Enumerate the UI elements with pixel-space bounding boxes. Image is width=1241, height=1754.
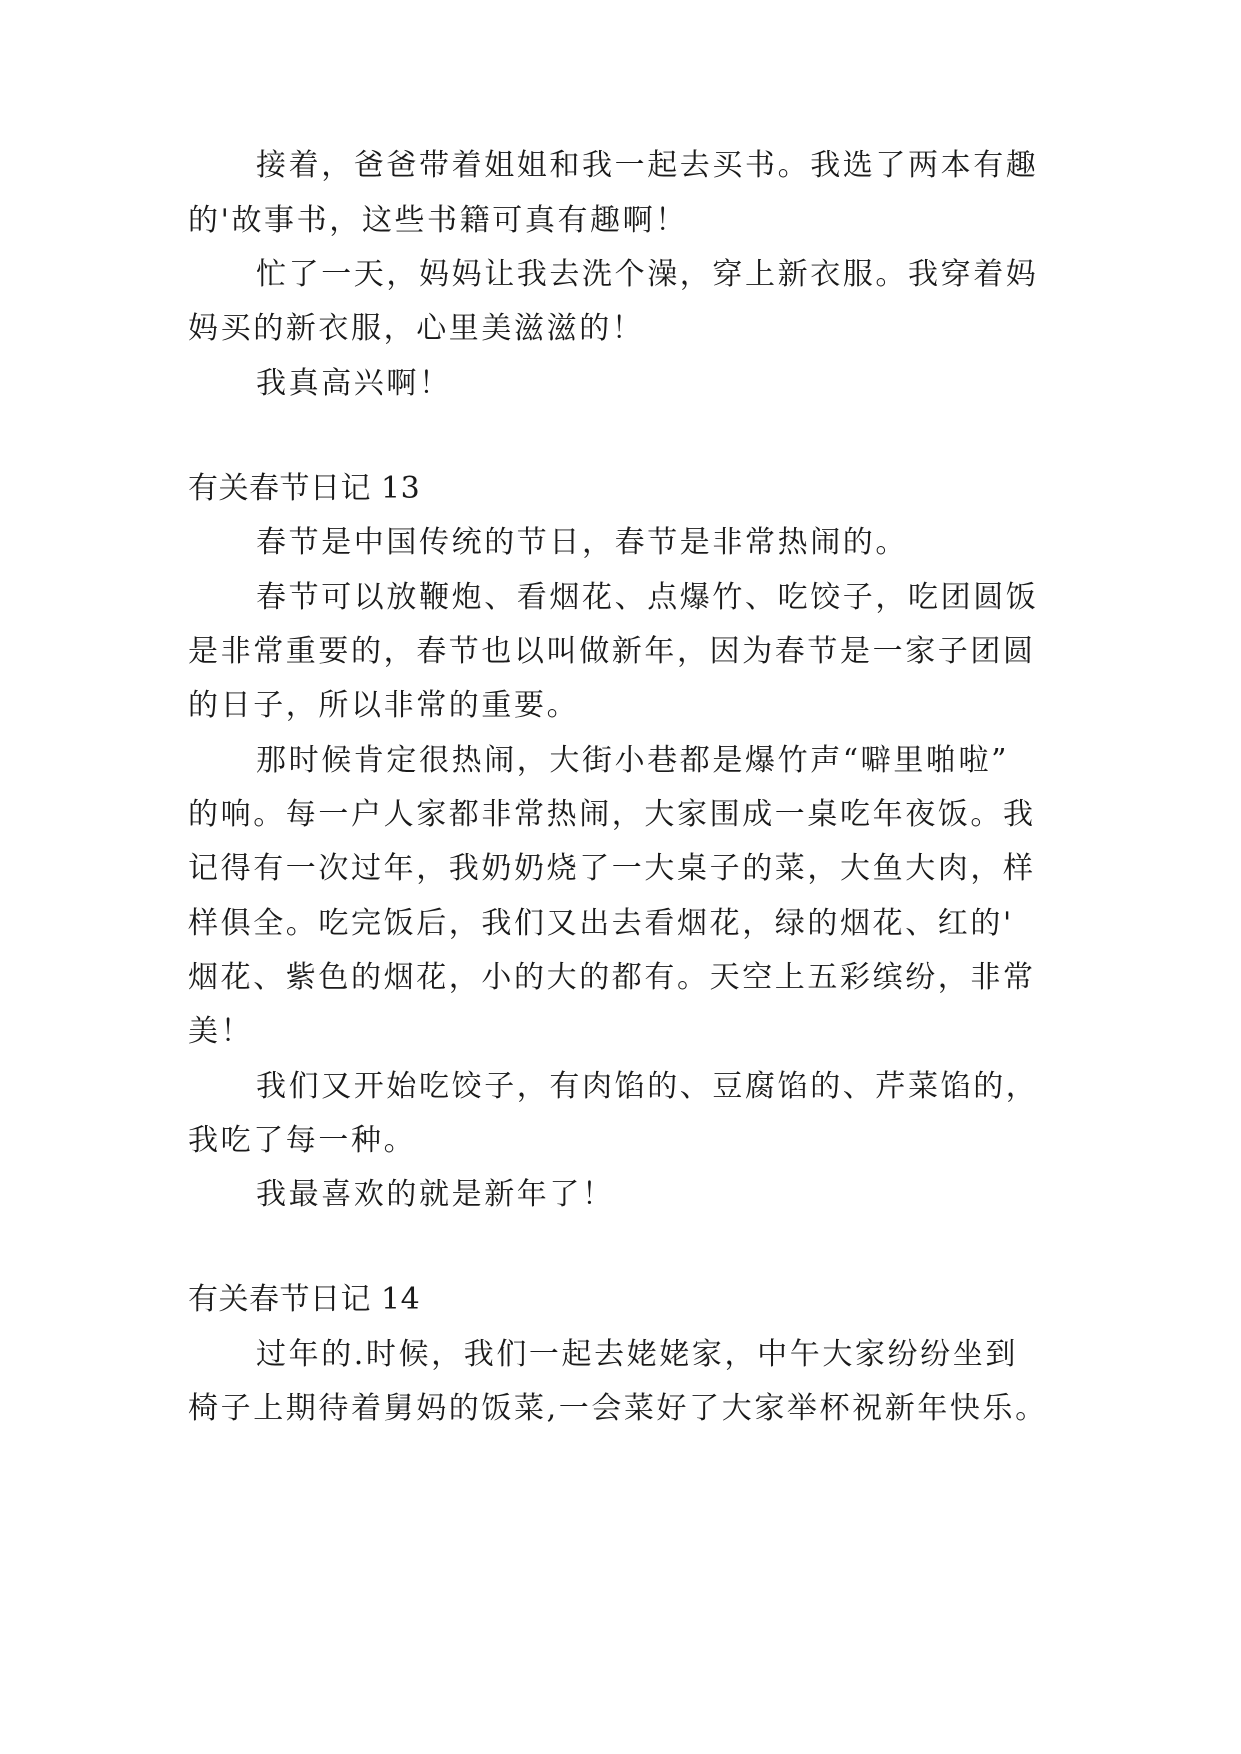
paragraph-line: 妈买的新衣服，心里美滋滋的！ [188, 311, 645, 346]
paragraph-line: 的'故事书，这些书籍可真有趣啊！ [188, 203, 688, 238]
paragraph-line: 我吃了每一种。 [188, 1123, 417, 1158]
paragraph-line: 烟花、紫色的烟花，小的大的都有。天空上五彩缤纷，非常 [188, 960, 1036, 995]
paragraph-line: 我真高兴啊！ [256, 366, 452, 401]
paragraph-line: 椅子上期待着舅妈的饭菜,一会菜好了大家举杯祝新年快乐。 [188, 1391, 1048, 1426]
section-title: 有关春节日记 13 [188, 471, 421, 506]
paragraph-line: 我最喜欢的就是新年了！ [256, 1177, 615, 1212]
paragraph-line: 接着，爸爸带着姐姐和我一起去买书。我选了两本有趣 [256, 148, 1039, 183]
paragraph-line: 春节可以放鞭炮、看烟花、点爆竹、吃饺子，吃团圆饭 [256, 580, 1039, 615]
paragraph-line: 过年的.时候，我们一起去姥姥家，中午大家纷纷坐到 [256, 1337, 1018, 1372]
paragraph-line: 的日子，所以非常的重要。 [188, 688, 580, 723]
paragraph-line: 记得有一次过年，我奶奶烧了一大桌子的菜，大鱼大肉，样 [188, 851, 1036, 886]
paragraph-line: 那时候肯定很热闹，大街小巷都是爆竹声“噼里啪啦” [256, 743, 1010, 778]
paragraph-line: 忙了一天，妈妈让我去洗个澡，穿上新衣服。我穿着妈 [256, 257, 1039, 292]
section-title: 有关春节日记 14 [188, 1282, 421, 1317]
paragraph-line: 是非常重要的，春节也以叫做新年，因为春节是一家子团圆 [188, 634, 1036, 669]
paragraph-line: 我们又开始吃饺子，有肉馅的、豆腐馅的、芹菜馅的， [256, 1069, 1039, 1104]
paragraph-line: 美！ [188, 1014, 254, 1049]
paragraph-line: 样俱全。吃完饭后，我们又出去看烟花，绿的烟花、红的' [188, 906, 1014, 941]
paragraph-line: 春节是中国传统的节日，春节是非常热闹的。 [256, 525, 908, 560]
paragraph-line: 的响。每一户人家都非常热闹，大家围成一桌吃年夜饭。我 [188, 797, 1036, 832]
